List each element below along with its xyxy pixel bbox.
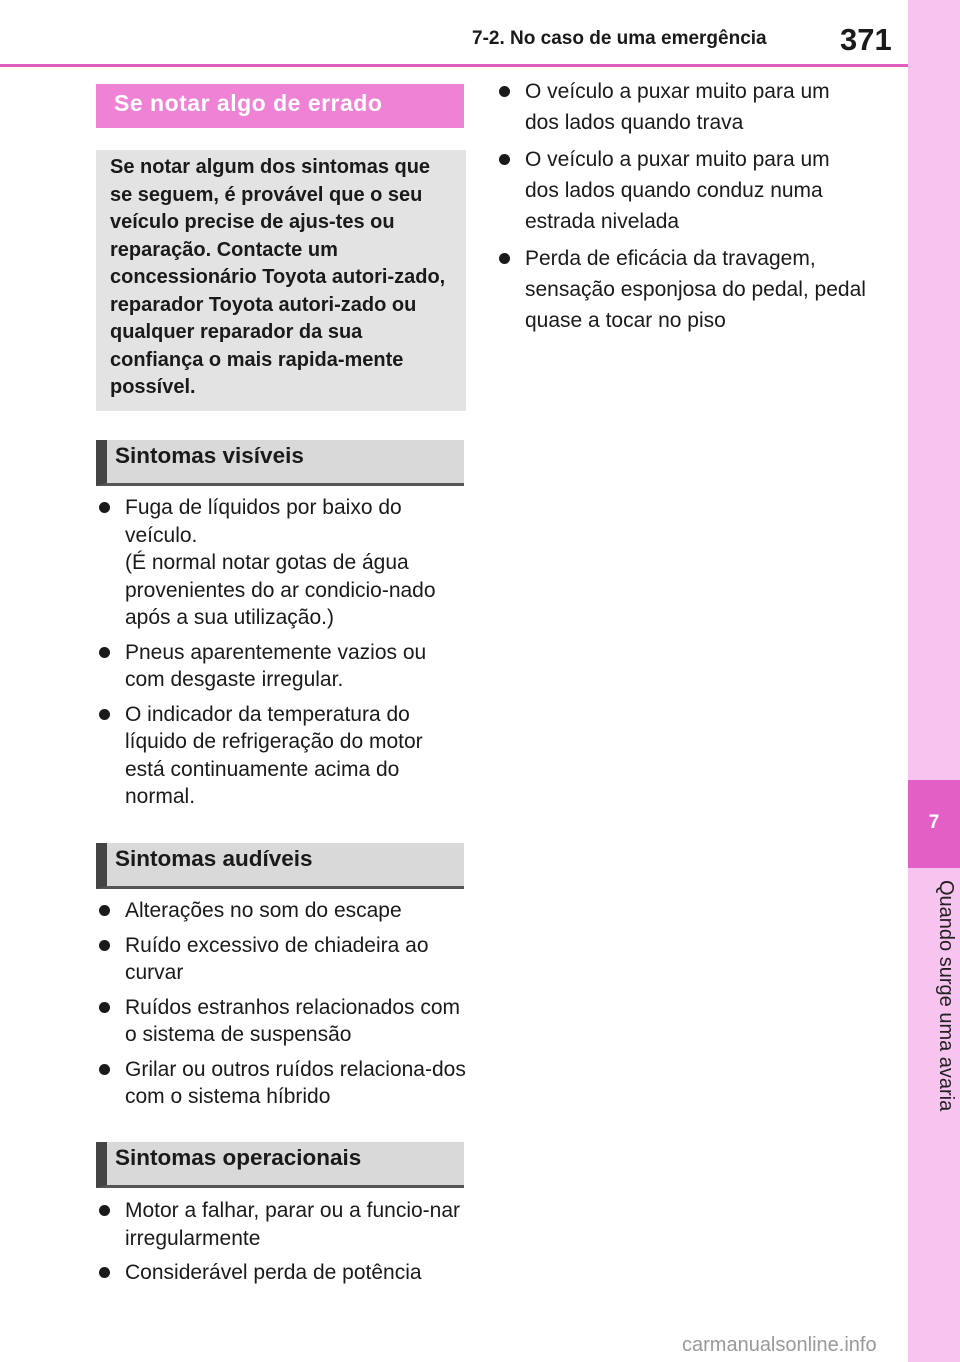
list-item-text: Perda de eficácia da travagem, sensação esponjosa do pedal, pedal quase a tocar no piso — [525, 247, 866, 332]
section-title: 7-2. No caso de uma emergência — [472, 28, 767, 49]
bullet-icon — [499, 86, 510, 97]
list-item — [98, 494, 468, 632]
list-item — [98, 701, 468, 811]
list-item-text: O indicador da temperatura do líquido de refrigeração do motor está continuamente acima do normal. — [125, 702, 423, 808]
watermark: carmanualsonline.info — [682, 1334, 877, 1356]
bullet-icon — [99, 905, 110, 916]
list-item — [98, 1197, 468, 1252]
list-item — [98, 639, 468, 694]
list-item — [98, 1056, 468, 1111]
list-item-text: Pneus aparentemente vazios ou com desgaste irregular. — [125, 640, 427, 691]
operational-symptoms-list-continued — [498, 76, 868, 342]
list-item-text: Ruído excessivo de chiadeira ao curvar — [125, 933, 429, 984]
subheading-visible-symptoms: Sintomas visíveis — [96, 440, 464, 486]
bullet-icon — [99, 1002, 110, 1013]
info-text: Se notar algum dos sintomas que se seguem, é provável que o seu veículo precise de ajus-tes ou reparação. Contacte um concessionário Toyota autori-zado, reparador Toyota autori-zado ou qualquer reparador da sua confiança o mais rapida-mente possível. — [110, 156, 446, 398]
list-item-text: Grilar ou outros ruídos relaciona-dos com o sistema híbrido — [125, 1057, 466, 1108]
list-item — [98, 1259, 468, 1287]
bullet-icon — [499, 253, 510, 264]
list-item — [498, 144, 868, 237]
chapter-side-strip — [908, 0, 960, 1362]
visible-symptoms-list — [98, 494, 468, 818]
list-item-text: Fuga de líquidos por baixo do veículo. (É normal notar gotas de água provenientes do ar condicio-nado após a sua utilização.) — [125, 496, 436, 629]
bullet-icon — [99, 1064, 110, 1075]
list-item-text: Motor a falhar, parar ou a funcio-nar irregularmente — [125, 1199, 461, 1250]
operational-symptoms-list — [98, 1197, 468, 1294]
bullet-icon — [499, 154, 510, 165]
bullet-icon — [99, 940, 110, 951]
audible-symptoms-list — [98, 897, 468, 1118]
list-item-text: Considerável perda de potência — [125, 1261, 422, 1284]
bullet-icon — [99, 1267, 110, 1278]
bullet-icon — [99, 647, 110, 658]
list-item — [498, 76, 868, 138]
bullet-icon — [99, 709, 110, 720]
list-item-text: O veículo a puxar muito para um dos lados quando trava — [525, 80, 830, 134]
chapter-label: Quando surge uma avaria — [935, 880, 957, 1112]
list-item — [98, 897, 468, 925]
header-divider — [0, 64, 908, 67]
list-item-text: Alterações no som do escape — [125, 899, 402, 922]
list-item-text: Ruídos estranhos relacionados com o sistema de suspensão — [125, 995, 461, 1046]
list-item — [498, 243, 868, 336]
bullet-icon — [99, 1205, 110, 1216]
info-box — [96, 150, 466, 411]
bullet-icon — [99, 502, 110, 513]
chapter-number: 7 — [928, 812, 940, 833]
page-number: 371 — [840, 22, 892, 57]
section-banner: Se notar algo de errado — [96, 84, 464, 128]
list-item — [98, 932, 468, 987]
list-item — [98, 994, 468, 1049]
list-item-text: O veículo a puxar muito para um dos lados quando conduz numa estrada nivelada — [525, 148, 830, 233]
subheading-operational-symptoms: Sintomas operacionais — [96, 1142, 464, 1188]
subheading-audible-symptoms: Sintomas audíveis — [96, 843, 464, 889]
